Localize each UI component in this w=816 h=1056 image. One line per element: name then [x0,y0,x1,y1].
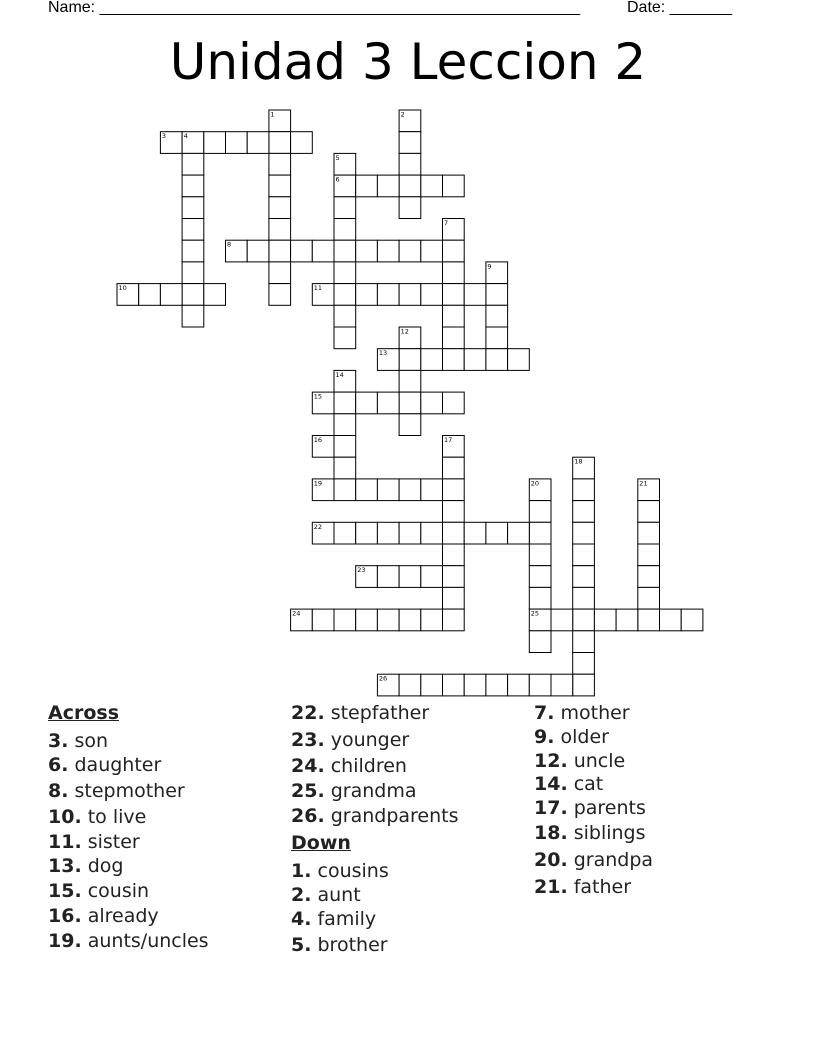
grid-cell[interactable] [421,284,443,306]
clue-number: 2 [400,110,405,119]
grid-cell[interactable] [377,479,399,501]
grid-cell[interactable] [399,370,421,392]
grid-cell[interactable] [269,240,291,262]
grid-cell[interactable] [421,175,443,197]
clue-item [291,805,459,827]
clue-number: 10 [118,284,127,293]
clue-item-text: uncle [567,750,626,772]
clue-item [291,780,416,802]
grid-cell[interactable] [443,544,465,566]
grid-cell[interactable] [421,566,443,588]
grid-cell[interactable] [573,566,595,588]
grid-cell[interactable] [334,609,356,631]
clue-item-number: 17. [534,797,568,819]
grid-cell[interactable] [573,587,595,609]
clue-number: 18 [574,457,583,466]
grid-cell[interactable] [443,674,465,696]
grid-cell[interactable] [334,327,356,349]
clue-item-text: brother [311,934,388,956]
grid-cell[interactable] [356,175,378,197]
clue-item-text: sister [81,831,140,853]
across-heading: Across [48,702,120,724]
grid-cell[interactable] [616,609,638,631]
grid-cell[interactable] [573,653,595,675]
grid-cell[interactable] [334,457,356,479]
clue-number: 24 [292,609,301,618]
clue-item [291,755,407,777]
clue-number: 26 [378,674,388,683]
grid-cell[interactable] [139,284,161,306]
clue-item [48,806,146,828]
clue-item-text: cousin [81,880,150,902]
clue-item [48,930,209,952]
clue-item [534,726,609,748]
clue-number: 4 [183,132,188,141]
grid-cell[interactable] [204,284,226,306]
clue-number: 9 [487,262,492,271]
grid-cell[interactable] [291,240,313,262]
grid-cell[interactable] [377,522,399,544]
clue-item [291,934,388,956]
grid-cell[interactable] [486,305,508,327]
clue-item-number: 22. [291,702,325,724]
grid-cell[interactable] [529,501,551,523]
grid-cell[interactable] [529,587,551,609]
grid-cell[interactable] [377,609,399,631]
clue-item-number: 3. [48,730,69,752]
clue-item-text: stepmother [68,780,185,802]
grid-cell[interactable] [486,522,508,544]
grid-cell[interactable] [399,674,421,696]
grid-cell[interactable] [182,305,204,327]
grid-cell[interactable] [182,175,204,197]
grid-cell[interactable] [573,674,595,696]
grid-cell[interactable] [334,284,356,306]
clue-item [534,750,625,772]
grid-cell[interactable] [399,479,421,501]
grid-cell[interactable] [182,219,204,241]
grid-cell[interactable] [486,284,508,306]
clue-number: 8 [227,240,232,249]
clue-item-text: younger [324,729,410,751]
clue-number: 22 [313,522,323,531]
clue-item-text: son [68,730,109,752]
grid-cell[interactable] [399,175,421,197]
clue-item-number: 18. [534,822,568,844]
clue-item-text: dog [81,855,124,877]
grid-cell[interactable] [443,566,465,588]
grid-cell[interactable] [399,240,421,262]
clue-number: 6 [335,175,340,184]
grid-cell[interactable] [443,609,465,631]
clue-item [534,822,646,844]
clue-number: 17 [444,436,453,444]
grid-cell[interactable] [573,479,595,501]
clue-item [48,730,108,752]
grid-cell[interactable] [421,479,443,501]
grid-cell[interactable] [399,414,421,436]
grid-cell[interactable] [443,522,465,544]
clue-item [291,729,409,751]
grid-cell[interactable] [529,544,551,566]
grid-cell[interactable] [334,240,356,262]
clue-item [534,876,631,898]
grid-cell[interactable] [443,349,465,371]
name-field-label: Name: ______________________________________________________ [48,0,581,16]
clue-number: 21 [639,479,648,488]
grid-cell[interactable] [399,566,421,588]
grid-cell[interactable] [443,175,465,197]
grid-cell[interactable] [638,566,660,588]
clue-item-number: 14. [534,773,568,795]
clue-item [48,780,185,802]
grid-cell[interactable] [464,284,486,306]
clue-item-number: 12. [534,750,568,772]
grid-cell[interactable] [486,674,508,696]
clue-item-text: to live [81,806,147,828]
clue-number: 15 [313,392,323,401]
clue-item [291,702,429,724]
clue-number: 5 [335,153,340,162]
grid-cell[interactable] [638,522,660,544]
grid-cell[interactable] [356,609,378,631]
grid-cell[interactable] [529,674,551,696]
clue-item-number: 4. [291,908,312,930]
grid-cell[interactable] [551,674,573,696]
date-field-label: Date: _______ [627,0,732,16]
clue-item [291,884,361,906]
clue-item-text: grandparents [324,805,459,827]
grid-cell[interactable] [573,522,595,544]
grid-cell[interactable] [421,349,443,371]
grid-cell[interactable] [334,262,356,284]
grid-cell[interactable] [486,349,508,371]
clue-number: 7 [444,219,449,227]
grid-cell[interactable] [443,457,465,479]
grid-cell[interactable] [269,132,291,154]
clue-item-number: 10. [48,806,82,828]
clue-item-number: 8. [48,780,69,802]
clue-item [534,849,653,871]
grid-cell[interactable] [269,284,291,306]
grid-cell[interactable] [312,240,334,262]
grid-cell[interactable] [443,284,465,306]
clue-number: 14 [335,370,344,379]
grid-cell[interactable] [226,132,248,154]
grid-cell[interactable] [334,197,356,219]
grid-cell[interactable] [356,284,378,306]
grid-cell[interactable] [182,284,204,306]
clue-item-text: mother [554,702,630,724]
grid-cell[interactable] [638,501,660,523]
grid-cell[interactable] [443,479,465,501]
clue-item-number: 19. [48,930,82,952]
grid-cell[interactable] [269,197,291,219]
grid-cell[interactable] [529,566,551,588]
clue-item [534,702,630,724]
grid-cell[interactable] [508,349,530,371]
clue-number: 19 [313,479,323,488]
grid-cell[interactable] [508,522,530,544]
clue-number: 12 [400,327,409,336]
clue-number: 1 [270,110,275,119]
grid-cell[interactable] [464,674,486,696]
clue-item-number: 9. [534,726,555,748]
grid-cell[interactable] [334,522,356,544]
grid-cell[interactable] [573,609,595,631]
clue-item-number: 24. [291,755,325,777]
clue-item-text: stepfather [324,702,430,724]
clue-item-number: 5. [291,934,312,956]
clue-number: 23 [357,566,366,575]
grid-cell[interactable] [399,609,421,631]
clue-item-text: grandpa [567,849,654,871]
clue-number: 11 [313,284,323,293]
clue-item-number: 15. [48,880,82,902]
clue-item-number: 13. [48,855,82,877]
grid-cell[interactable] [638,544,660,566]
grid-cell[interactable] [399,132,421,154]
clue-item-text: family [311,908,377,930]
grid-cell[interactable] [508,674,530,696]
grid-cell[interactable] [247,240,269,262]
grid-cell[interactable] [594,609,616,631]
clue-item-number: 26. [291,805,325,827]
grid-cell[interactable] [334,305,356,327]
grid-cell[interactable] [421,240,443,262]
clue-item-text: aunts/uncles [81,930,209,952]
clue-item-number: 11. [48,831,82,853]
grid-cell[interactable] [573,501,595,523]
grid-cell[interactable] [443,240,465,262]
clue-item [291,908,376,930]
grid-cell[interactable] [443,587,465,609]
grid-cell[interactable] [204,132,226,154]
clue-number: 20 [530,479,540,488]
grid-cell[interactable] [377,566,399,588]
grid-cell[interactable] [529,522,551,544]
clue-item-number: 2. [291,884,312,906]
grid-cell[interactable] [443,262,465,284]
grid-cell[interactable] [486,327,508,349]
clue-item-text: aunt [311,884,361,906]
clue-item-number: 16. [48,905,82,927]
grid-cell[interactable] [377,284,399,306]
grid-cell[interactable] [421,392,443,414]
clue-item-text: grandma [324,780,417,802]
clue-item-number: 6. [48,754,69,776]
clue-item-number: 23. [291,729,325,751]
clue-item-text: children [324,755,407,777]
clue-item-text: cat [567,773,604,795]
clue-item-number: 25. [291,780,325,802]
grid-cell[interactable] [399,153,421,175]
grid-cell[interactable] [421,674,443,696]
grid-cell[interactable] [421,609,443,631]
grid-cell[interactable] [377,240,399,262]
clue-number: 3 [161,132,167,141]
grid-cell[interactable] [399,349,421,371]
page-title: Unidad 3 Leccion 2 [169,33,647,91]
grid-cell[interactable] [356,392,378,414]
grid-cell[interactable] [269,175,291,197]
grid-cell[interactable] [399,197,421,219]
clue-item-text: father [567,876,632,898]
grid-cell[interactable] [443,392,465,414]
grid-cell[interactable] [377,175,399,197]
grid-cell[interactable] [464,349,486,371]
clue-item [534,773,603,795]
clue-number: 16 [313,436,323,444]
clue-item [534,797,646,819]
grid-cell[interactable] [182,240,204,262]
grid-cell[interactable] [269,153,291,175]
clue-item [48,880,149,902]
grid-cell[interactable] [443,501,465,523]
grid-cell[interactable] [247,132,269,154]
grid-cell[interactable] [312,609,334,631]
grid-cell[interactable] [334,479,356,501]
grid-cell[interactable] [182,153,204,175]
grid-cell[interactable] [638,609,660,631]
clue-item [291,860,389,882]
grid-cell[interactable] [269,262,291,284]
grid-cell[interactable] [399,392,421,414]
grid-cell[interactable] [291,132,313,154]
grid-cell[interactable] [573,544,595,566]
clue-item-number: 21. [534,876,568,898]
clue-item-text: already [81,905,159,927]
grid-cell[interactable] [660,609,682,631]
grid-cell[interactable] [334,392,356,414]
grid-cell[interactable] [334,219,356,241]
clue-number: 13 [378,349,388,358]
grid-cell[interactable] [529,631,551,653]
grid-cell[interactable] [638,587,660,609]
clue-item-text: older [554,726,609,748]
clue-item-text: daughter [68,754,162,776]
grid-cell[interactable] [551,609,573,631]
clue-item-text: parents [567,797,646,819]
clue-item [48,754,161,776]
clue-item [48,855,123,877]
grid-cell[interactable] [182,197,204,219]
grid-cell[interactable] [421,522,443,544]
grid-cell[interactable] [334,436,356,458]
grid-cell[interactable] [443,305,465,327]
grid-cell[interactable] [160,284,182,306]
grid-cell[interactable] [269,219,291,241]
grid-cell[interactable] [464,522,486,544]
grid-cell[interactable] [356,240,378,262]
grid-cell[interactable] [356,479,378,501]
grid-cell[interactable] [377,392,399,414]
grid-cell[interactable] [399,284,421,306]
clue-item [48,905,159,927]
clue-item-text: siblings [567,822,646,844]
down-heading: Down [291,832,351,854]
grid-cell[interactable] [399,522,421,544]
grid-cell[interactable] [573,631,595,653]
grid-cell[interactable] [182,262,204,284]
clue-item-number: 7. [534,702,555,724]
grid-cell[interactable] [681,609,703,631]
clue-number: 25 [530,609,540,618]
clue-item-number: 1. [291,860,312,882]
clue-item-text: cousins [311,860,389,882]
grid-cell[interactable] [443,327,465,349]
clue-item [48,831,140,853]
grid-cell[interactable] [334,414,356,436]
grid-cell[interactable] [356,522,378,544]
clue-item-number: 20. [534,849,568,871]
